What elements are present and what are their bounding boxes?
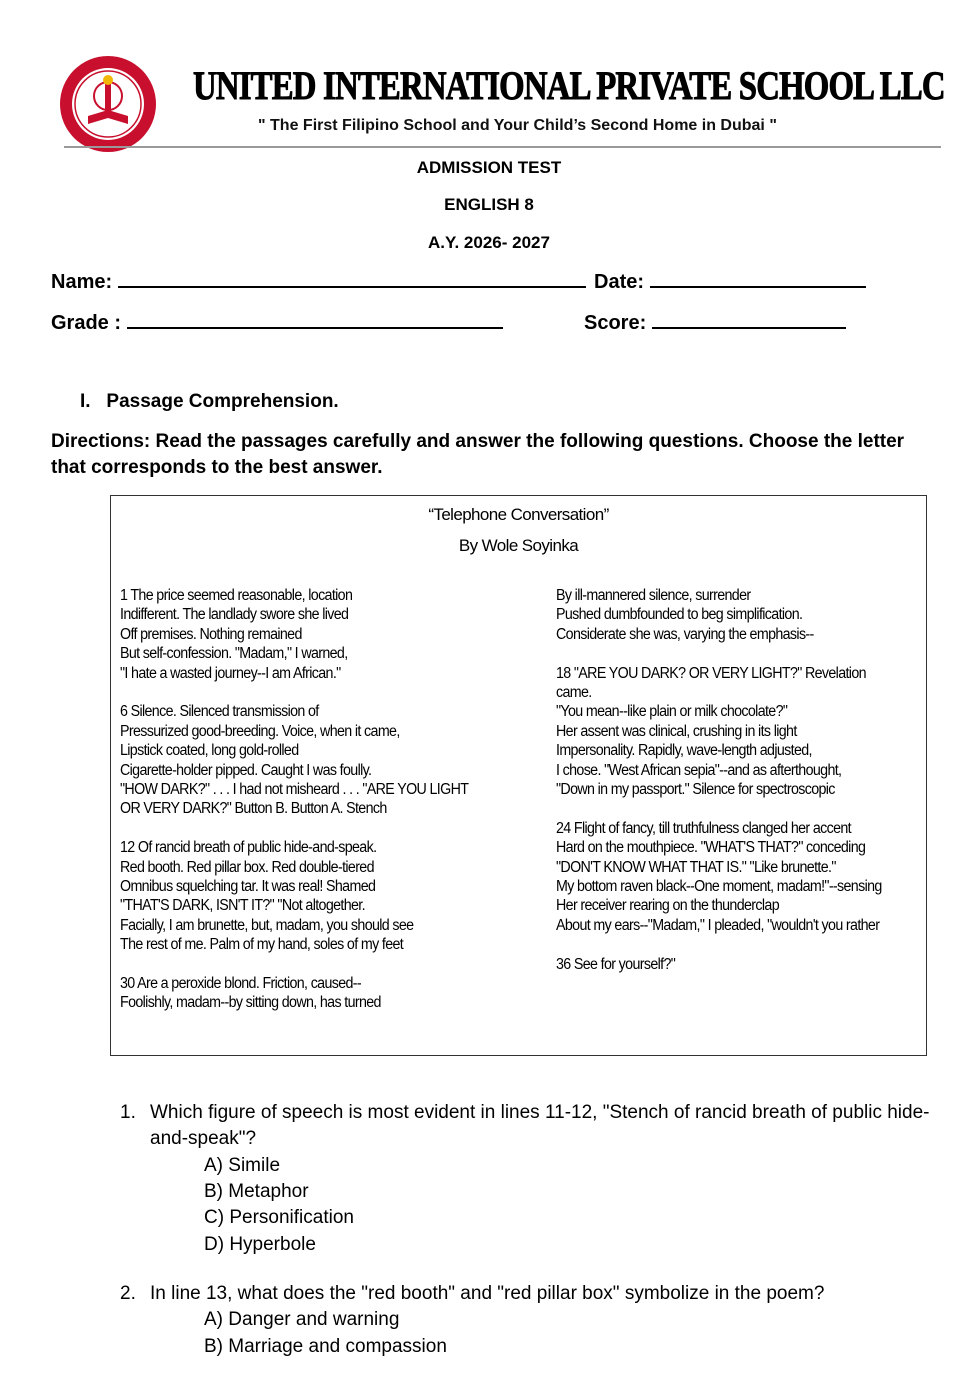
section-number: I.: [80, 391, 91, 412]
poem-stanza: [120, 702, 468, 818]
date-field[interactable]: [594, 270, 866, 294]
poem-line: 36 See for yourself?": [556, 955, 676, 973]
poem-stanza: [120, 974, 468, 1013]
poem-line: "HOW DARK?" . . . I had not misheard . . . "ARE YOU LIGHT: [120, 781, 469, 799]
question-number: 1.: [120, 1102, 136, 1123]
poem-line: Red booth. Red pillar box. Red double-tiered: [120, 858, 374, 876]
score-blank[interactable]: [652, 311, 846, 329]
name-label: Name:: [51, 271, 113, 293]
poem-stanza: [120, 838, 468, 954]
poem-line: Considerate she was, varying the emphasis--: [556, 625, 814, 643]
poem-stanza: [556, 819, 882, 935]
poem-line: The rest of me. Palm of my hand, soles of my feet: [120, 936, 404, 954]
poem-line: My bottom raven black--One moment, madam!"--sensing: [556, 878, 882, 896]
poem-line: "I hate a wasted journey--I am African.": [120, 664, 341, 682]
poem-line: Her assent was clinical, crushing in its light: [556, 722, 797, 740]
poem-line: 1 The price seemed reasonable, location: [120, 587, 353, 604]
poem-line: Omnibus squelching tar. It was real! Shamed: [120, 878, 376, 896]
poem-line: Cigarette-holder pipped. Caught I was foully.: [120, 761, 372, 779]
poem-line: Hard on the mouthpiece. "WHAT'S THAT?" conceding: [556, 839, 866, 857]
academic-year: A.Y. 2026- 2027: [428, 233, 550, 252]
poem-line: came.: [556, 684, 592, 702]
poem-line: Impersonality. Rapidly, wave-length adjusted,: [556, 742, 812, 760]
section-heading: [80, 391, 339, 413]
poem-line: 18 "ARE YOU DARK? OR VERY LIGHT?" Revelation: [556, 664, 866, 682]
poem-line: About my ears--"Madam," I pleaded, "wouldn't you rather: [556, 916, 880, 934]
question-number: 2.: [120, 1283, 136, 1304]
answer-option[interactable]: B) Marriage and compassion: [204, 1335, 447, 1357]
poem-stanza: [556, 664, 882, 800]
poem-line: 30 Are a peroxide blond. Friction, caused--: [120, 975, 362, 993]
score-field[interactable]: [584, 311, 846, 335]
poem-line: Foolishly, madam--by sitting down, has turned: [120, 994, 381, 1012]
test-title: ADMISSION TEST: [416, 158, 562, 177]
grade-field[interactable]: [51, 311, 503, 335]
answer-option[interactable]: C) Personification: [204, 1207, 354, 1229]
poem-title: “Telephone Conversation”: [428, 505, 609, 524]
poem-line: Off premises. Nothing remained: [120, 625, 302, 643]
poem-line: Lipstick coated, long gold-rolled: [120, 742, 299, 760]
school-logo: [58, 54, 158, 154]
poem-line: By ill-mannered silence, surrender: [556, 587, 751, 604]
poem-line: "Down in my passport." Silence for spectroscopic: [556, 781, 835, 799]
poem-line: 12 Of rancid breath of public hide-and-speak.: [120, 839, 377, 857]
poem-line: I chose. "West African sepia"--and as afterthought,: [556, 761, 842, 779]
test-subject: ENGLISH 8: [444, 195, 534, 214]
name-blank[interactable]: [118, 270, 586, 288]
answer-option[interactable]: A) Simile: [204, 1155, 281, 1176]
date-blank[interactable]: [650, 270, 866, 288]
poem-line: But self-confession. "Madam," I warned,: [120, 645, 348, 663]
grade-blank[interactable]: [127, 311, 503, 329]
poem-line: 24 Flight of fancy, till truthfulness clanged her accent: [556, 819, 852, 837]
poem-line: 6 Silence. Silenced transmission of: [120, 703, 319, 721]
poem-line: "THAT'S DARK, ISN'T IT?" "Not altogether.: [120, 897, 365, 915]
poem-line: Pushed dumbfounded to beg simplification.: [556, 606, 803, 624]
answer-option[interactable]: D) Hyperbole: [204, 1233, 316, 1255]
poem-line: "DON'T KNOW WHAT THAT IS." "Like brunette.": [556, 858, 836, 876]
answer-option[interactable]: B) Metaphor: [204, 1181, 309, 1203]
poem-line: Pressurized good-breeding. Voice, when it came,: [120, 722, 400, 740]
poem-stanza: [556, 586, 882, 644]
grade-label: Grade :: [51, 312, 122, 334]
poem-right-column: [556, 586, 882, 993]
poem-line: Facially, I am brunette, but, madam, you should see: [120, 916, 414, 934]
score-label: Score:: [584, 312, 647, 334]
poem-stanza: [120, 586, 468, 683]
poem-line: Indifferent. The landlady swore she lived: [120, 606, 349, 624]
answer-option[interactable]: A) Danger and warning: [204, 1309, 400, 1331]
section-title: Passage Comprehension.: [106, 391, 339, 412]
name-field[interactable]: [51, 270, 586, 294]
header-divider: [64, 146, 941, 148]
poem-left-column: [120, 586, 468, 1032]
poem-author: By Wole Soyinka: [458, 536, 579, 555]
poem-line: Her receiver rearing on the thunderclap: [556, 897, 779, 915]
school-name: UNITED INTERNATIONAL PRIVATE SCHOOL LLC: [193, 63, 945, 108]
school-motto: " The First Filipino School and Your Child’s Second Home in Dubai ": [258, 117, 777, 134]
poem-line: OR VERY DARK?" Button B. Button A. Stench: [120, 800, 387, 818]
question-text: Which figure of speech is most evident in lines 11-12, "Stench of rancid breath of public hide-and-speak"?: [150, 1102, 930, 1150]
directions: Directions: Read the passages carefully and answer the following questions. Choose the letter that corresponds to the best answer.: [51, 431, 905, 478]
poem-line: "You mean--like plain or milk chocolate?": [556, 703, 788, 721]
question-text: In line 13, what does the "red booth" and "red pillar box" symbolize in the poem?: [150, 1283, 825, 1304]
poem-stanza: [556, 955, 882, 974]
date-label: Date:: [594, 271, 645, 293]
